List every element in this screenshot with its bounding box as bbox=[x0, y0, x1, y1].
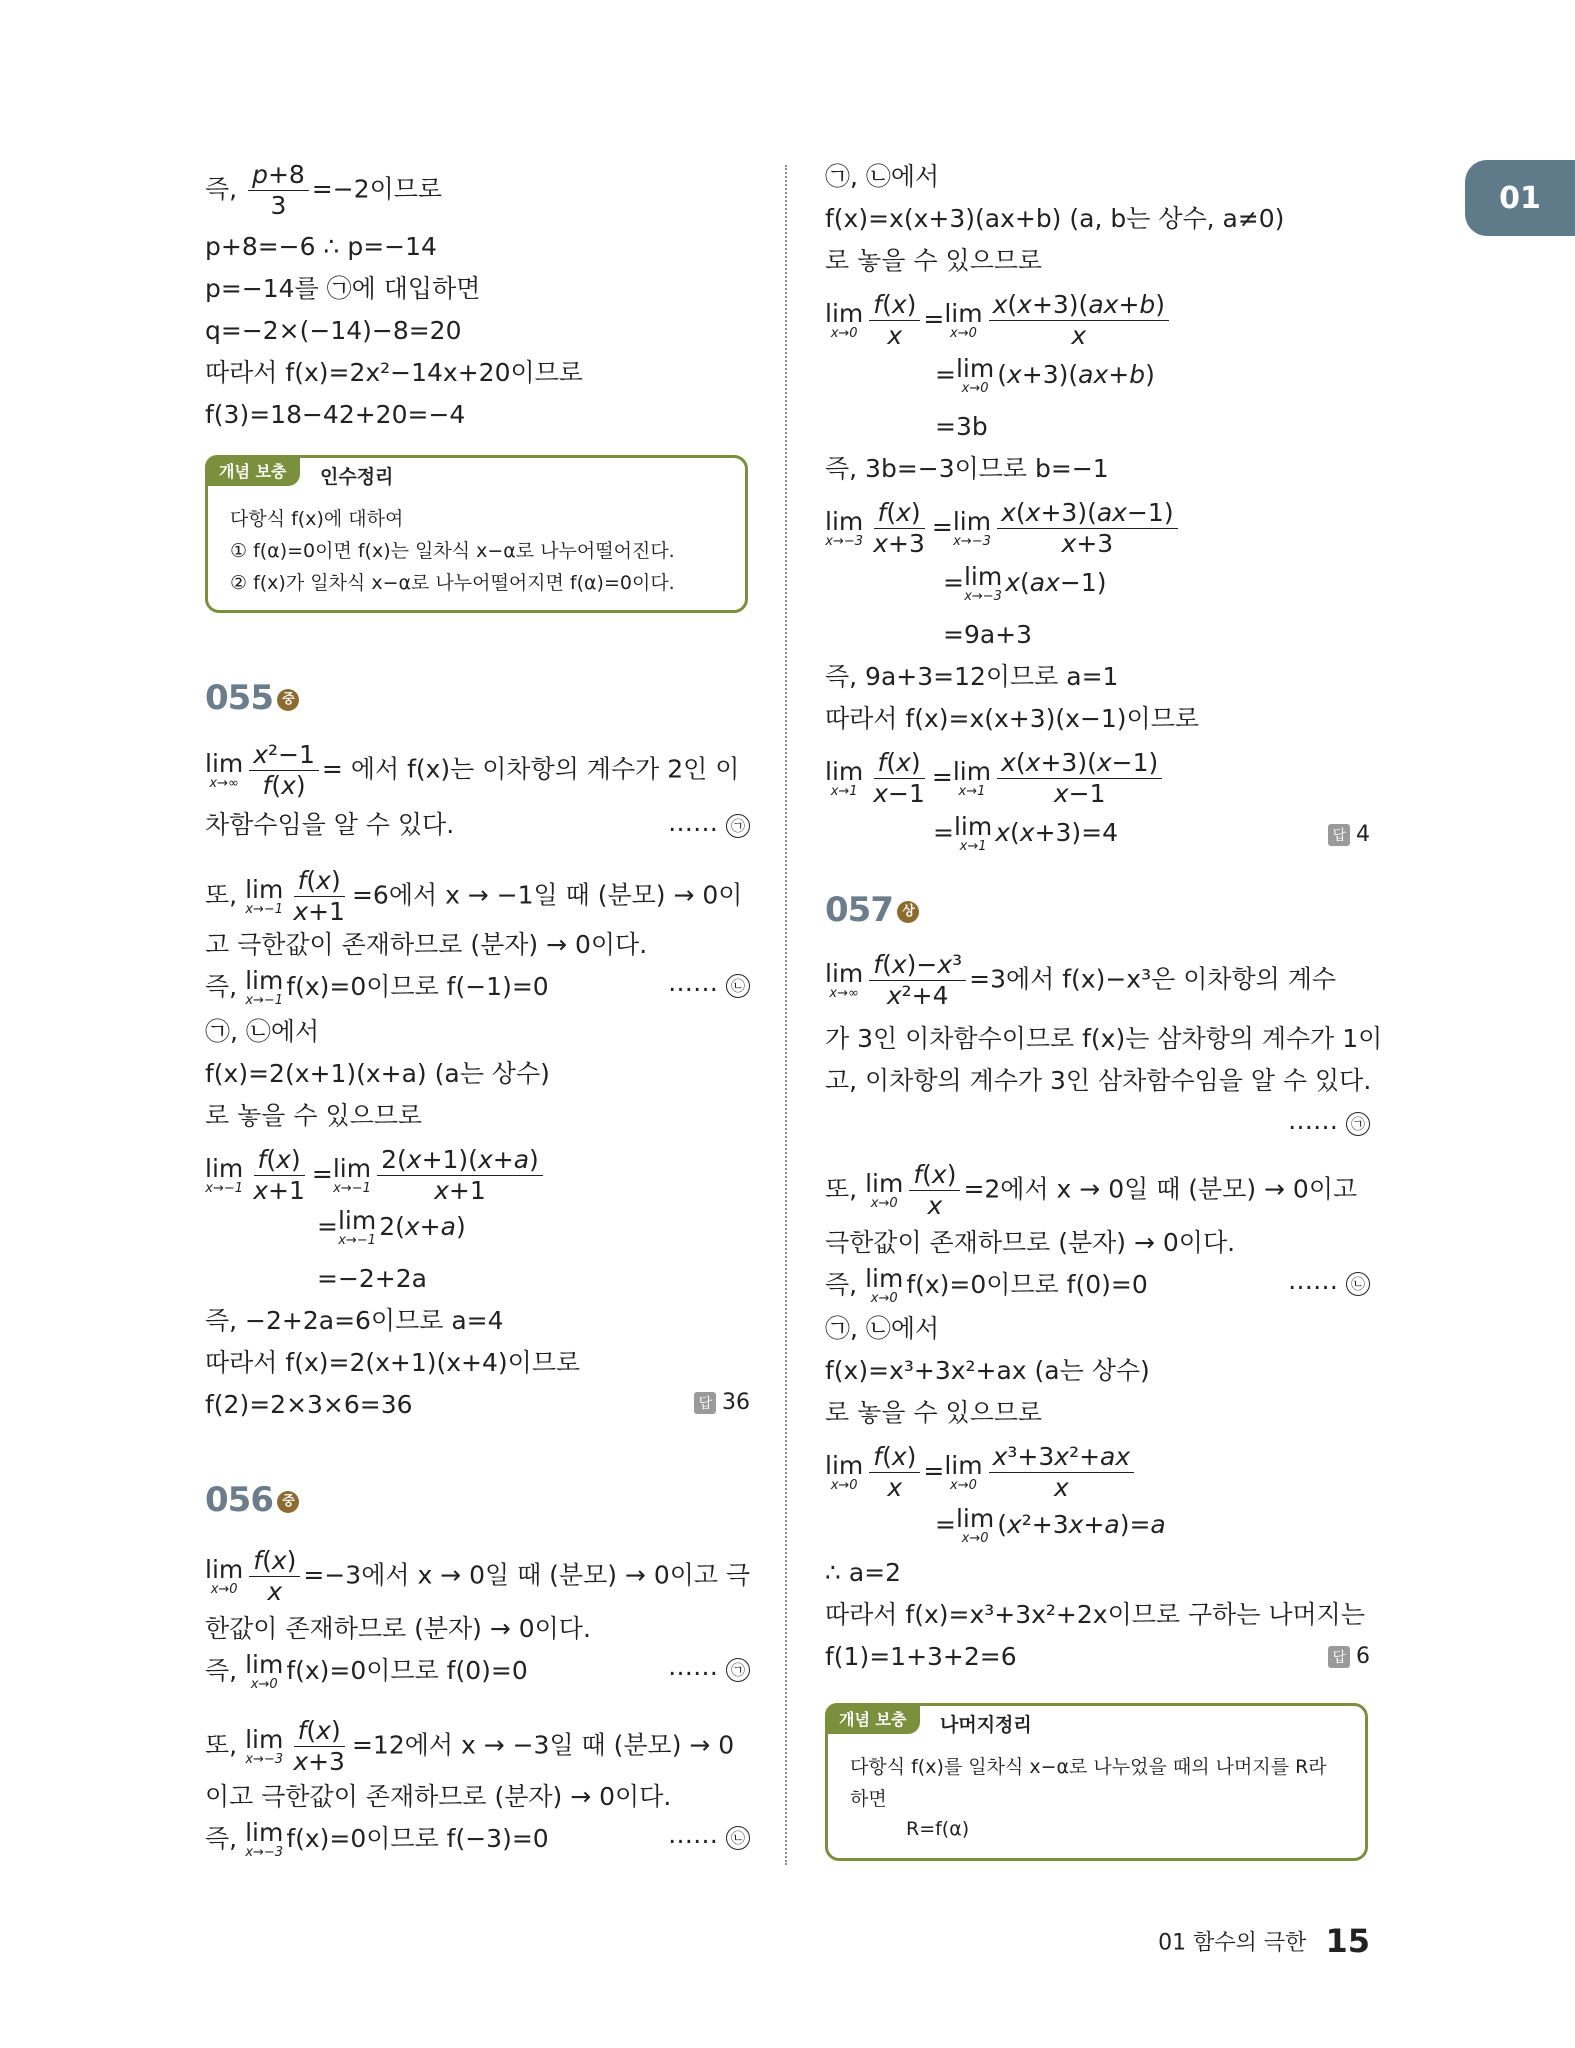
line: ㉠, ㉡에서 bbox=[205, 1017, 320, 1046]
problem-number bbox=[825, 890, 919, 930]
marker bbox=[668, 1820, 750, 1850]
line: 따라서 f(x)=2x²−14x+20이므로 bbox=[205, 358, 583, 387]
concept-line: 다항식 f(x)를 일차식 x−α로 나누었을 때의 나머지를 R라 bbox=[850, 1756, 1327, 1778]
line: = lim x→−3 x(ax−1) bbox=[943, 562, 1107, 604]
answer-value: 6 bbox=[1356, 1644, 1370, 1669]
line: 따라서 f(x)=x³+3x²+2x이므로 구하는 나머지는 bbox=[825, 1600, 1365, 1629]
line bbox=[205, 866, 742, 927]
answer-value: 4 bbox=[1356, 822, 1370, 847]
fraction: $\frac{f(x)}{x}$ bbox=[869, 1442, 920, 1503]
label-sok: 즉, bbox=[205, 972, 238, 1001]
answer bbox=[1328, 1644, 1370, 1669]
line: q=−2×(−14)−8=20 bbox=[205, 316, 462, 345]
line: ㉠, ㉡에서 bbox=[825, 162, 940, 191]
lim: lim x→−3 bbox=[245, 1818, 284, 1860]
lim: lim x→−1 bbox=[205, 1153, 244, 1196]
problem-number-text: 055 bbox=[205, 678, 273, 718]
line: lim x→0 $\frac{f(x)}{x}$ = lim x→0 $\frac{x(x+3)(ax+b)}{x}$ bbox=[825, 290, 1172, 351]
line: f(2)=2×3×6=36 bbox=[205, 1390, 413, 1419]
concept-line: R=f(α) bbox=[906, 1818, 970, 1840]
concept-tag: 개념 보충 bbox=[825, 1703, 920, 1734]
line: = lim x→0 (x+3)(ax+b) bbox=[935, 354, 1155, 396]
fraction: $\frac{f(x)}{x-1}$ bbox=[873, 748, 925, 808]
line bbox=[205, 968, 549, 1008]
line bbox=[205, 740, 739, 801]
fraction: $\frac{2(x+1)(x+a)}{x+1}$ bbox=[377, 1145, 543, 1206]
chapter-title: 01 함수의 극한 bbox=[1158, 1930, 1307, 1956]
lim: lim x→0 bbox=[955, 1504, 995, 1546]
level-badge: 상 bbox=[897, 901, 919, 923]
text: f(x)=0이므로 f(−3)=0 bbox=[286, 1824, 549, 1853]
line: lim x→−1 $\frac{f(x)}{x+1}$ = lim x→−1 $\frac{2(x+1)(x+a)}{x+1}$ bbox=[205, 1145, 546, 1206]
line: 가 3인 이차함수이므로 f(x)는 삼차항의 계수가 1이 bbox=[825, 1024, 1383, 1053]
text: f(x)=0이므로 f(−1)=0 bbox=[286, 972, 549, 1001]
level-badge: 중 bbox=[277, 1491, 299, 1513]
text: =6에서 x → −1일 때 (분모) → 0이 bbox=[351, 880, 743, 910]
lim: lim x→∞ bbox=[825, 958, 864, 1001]
line: 로 놓을 수 있으므로 bbox=[825, 1398, 1043, 1427]
line bbox=[205, 160, 442, 221]
circle-mark: ㉠ bbox=[726, 814, 750, 838]
left-column bbox=[205, 160, 750, 1860]
label-tto: 또, bbox=[825, 1174, 858, 1204]
line: lim x→1 $\frac{f(x)}{x-1}$ = lim x→1 $\frac{x(x+3)(x-1)}{x-1}$ bbox=[825, 748, 1165, 809]
line: lim x→0 $\frac{f(x)}{x}$ = lim x→0 $\frac{\text{x³+3x²+ax}}{x}$ bbox=[825, 1442, 1137, 1503]
text: =12에서 x → −3일 때 (분모) → 0 bbox=[351, 1730, 735, 1760]
dots: …… bbox=[1288, 1266, 1339, 1295]
line: f(x)=x(x+3)(ax+b) (a, b는 상수, a≠0) bbox=[825, 204, 1285, 233]
fraction: $\frac{f(x)}{x}$ bbox=[249, 1546, 300, 1607]
dots: …… bbox=[668, 808, 719, 837]
line: 로 놓을 수 있으므로 bbox=[825, 246, 1043, 275]
lim: lim x→0 bbox=[245, 1650, 284, 1692]
concept-box-factor-theorem bbox=[205, 455, 748, 613]
line: 차함수임을 알 수 있다. bbox=[205, 810, 455, 839]
text: =−3에서 x → 0일 때 (분모) → 0이고 극 bbox=[303, 1560, 751, 1590]
fraction: $\frac{f(x)}{x+3}$ bbox=[873, 498, 925, 558]
line: 따라서 f(x)=2(x+1)(x+4)이므로 bbox=[205, 1348, 581, 1377]
fraction: $\frac{x(x+3)(ax-1)}{x+3}$ bbox=[997, 498, 1177, 559]
line: 고 극한값이 존재하므로 (분자) → 0이다. bbox=[205, 930, 648, 959]
answer-badge: 답 bbox=[1328, 1646, 1350, 1668]
lim: lim x→−1 bbox=[245, 966, 284, 1008]
label-sok: 즉, bbox=[205, 1656, 238, 1685]
line: f(3)=18−42+20=−4 bbox=[205, 400, 466, 429]
line: =−2+2a bbox=[317, 1264, 427, 1293]
problem-number-text: 056 bbox=[205, 1480, 273, 1520]
line: 로 놓을 수 있으므로 bbox=[205, 1101, 423, 1130]
lim: lim x→−1 bbox=[245, 874, 284, 917]
problem-number bbox=[205, 678, 299, 718]
answer bbox=[694, 1390, 750, 1415]
page-number: 15 bbox=[1325, 1922, 1370, 1960]
line: f(x)=x³+3x²+ax (a는 상수) bbox=[825, 1356, 1150, 1385]
line: 한값이 존재하므로 (분자) → 0이다. bbox=[205, 1614, 591, 1643]
line bbox=[205, 1820, 549, 1860]
line: ㉠, ㉡에서 bbox=[825, 1314, 940, 1343]
lim: lim x→0 bbox=[865, 1264, 904, 1306]
dots: …… bbox=[668, 968, 719, 997]
fraction: $\frac{x(x+3)(ax+b)}{x}$ bbox=[989, 290, 1169, 351]
fraction: $\frac{f(x)}{x}$ bbox=[909, 1160, 960, 1221]
fraction: $\frac{f(x)}{x+3}$ bbox=[293, 1716, 345, 1776]
lim: lim x→0 bbox=[825, 298, 864, 341]
lim: lim x→−3 bbox=[963, 562, 1003, 604]
lim: lim x→0 bbox=[825, 1450, 864, 1493]
line: 즉, −2+2a=6이므로 a=4 bbox=[205, 1306, 504, 1335]
line bbox=[205, 1716, 734, 1777]
line bbox=[825, 950, 1336, 1011]
circle-mark: ㉡ bbox=[726, 1826, 750, 1850]
line: p+8=−6 ∴ p=−14 bbox=[205, 232, 437, 261]
answer-badge: 답 bbox=[694, 1392, 716, 1414]
lim: lim x→∞ bbox=[205, 748, 244, 791]
line: ∴ a=2 bbox=[825, 1558, 902, 1587]
answer-badge: 답 bbox=[1328, 824, 1350, 846]
concept-line: ② f(x)가 일차식 x−α로 나누어떨어지면 f(α)=0이다. bbox=[230, 572, 675, 594]
line: lim x→−3 $\frac{f(x)}{x+3}$ = lim x→−3 $\frac{x(x+3)(ax-1)}{x+3}$ bbox=[825, 498, 1181, 559]
level-badge: 중 bbox=[277, 689, 299, 711]
marker bbox=[668, 808, 750, 838]
lim: lim x→1 bbox=[953, 812, 993, 854]
page-footer bbox=[1158, 1922, 1370, 1960]
line: f(1)=1+3+2=6 bbox=[825, 1642, 1017, 1671]
circle-mark: ㉡ bbox=[1346, 1272, 1370, 1296]
marker bbox=[668, 968, 750, 998]
lim: lim x→−1 bbox=[337, 1206, 377, 1248]
concept-title: 인수정리 bbox=[320, 466, 394, 488]
lim: lim x→0 bbox=[944, 1450, 983, 1493]
line bbox=[205, 1652, 528, 1692]
line: f(x)=2(x+1)(x+a) (a는 상수) bbox=[205, 1059, 550, 1088]
circle-mark: ㉡ bbox=[726, 974, 750, 998]
fraction: $\frac{f(x)}{x}$ bbox=[869, 290, 920, 351]
line: =9a+3 bbox=[943, 620, 1033, 649]
concept-line: 다항식 f(x)에 대하여 bbox=[230, 508, 404, 530]
dots: …… bbox=[668, 1652, 719, 1681]
fraction: $\frac{\text{x²−1}}{f(x)}$ bbox=[249, 740, 319, 801]
lim: lim x→0 bbox=[865, 1168, 904, 1211]
concept-line: ① f(α)=0이면 f(x)는 일차식 x−α로 나누어떨어진다. bbox=[230, 540, 675, 562]
label-sok: 즉, bbox=[205, 1824, 238, 1853]
answer-value: 36 bbox=[722, 1390, 750, 1415]
answer bbox=[1328, 822, 1370, 847]
text: =2에서 x → 0일 때 (분모) → 0이고 bbox=[963, 1174, 1358, 1204]
text: =3에서 f(x)−x³은 이차항의 계수 bbox=[969, 964, 1337, 994]
label-sok: 즉, bbox=[205, 174, 238, 204]
problem-number-text: 057 bbox=[825, 890, 893, 930]
line: 즉, 9a+3=12이므로 a=1 bbox=[825, 662, 1119, 691]
lim: lim x→0 bbox=[205, 1554, 244, 1597]
concept-line: 하면 bbox=[850, 1788, 887, 1810]
circle-mark: ㉠ bbox=[726, 1658, 750, 1682]
line: p=−14를 ㉠에 대입하면 bbox=[205, 274, 481, 303]
column-divider bbox=[785, 165, 787, 1865]
marker bbox=[1288, 1106, 1370, 1136]
circle-mark: ㉠ bbox=[1346, 1112, 1370, 1136]
marker bbox=[668, 1652, 750, 1682]
fraction: $\frac{f(x)}{x+1}$ bbox=[253, 1145, 305, 1205]
text: f(x)=0이므로 f(0)=0 bbox=[906, 1270, 1148, 1299]
concept-tag: 개념 보충 bbox=[205, 455, 300, 486]
text: = 에서 f(x)는 이차항의 계수가 2인 이 bbox=[321, 754, 740, 784]
line: =3b bbox=[935, 412, 988, 441]
lim: lim x→0 bbox=[955, 354, 995, 396]
label-sok: 즉, bbox=[825, 1270, 858, 1299]
concept-box-remainder-theorem bbox=[825, 1703, 1368, 1861]
fraction: $\frac{\text{f(x)−x³}}{\text{x²+4}}$ bbox=[869, 950, 966, 1011]
line: 극한값이 존재하므로 (분자) → 0이다. bbox=[825, 1228, 1236, 1257]
fraction: $\frac{x(x+3)(x-1)}{x-1}$ bbox=[997, 748, 1162, 809]
fraction: $\frac{p+8}{3}$ bbox=[248, 160, 309, 221]
lim: lim x→1 bbox=[952, 756, 992, 799]
dots: …… bbox=[1288, 1106, 1339, 1135]
label-tto: 또, bbox=[205, 1730, 238, 1760]
lim: lim x→1 bbox=[825, 756, 864, 799]
line: 따라서 f(x)=x(x+3)(x−1)이므로 bbox=[825, 704, 1200, 733]
fraction: $\frac{\text{x³+3x²+ax}}{x}$ bbox=[989, 1442, 1135, 1503]
text: =−2이므로 bbox=[311, 174, 443, 204]
line: 즉, 3b=−3이므로 b=−1 bbox=[825, 454, 1109, 483]
line bbox=[825, 1266, 1148, 1306]
right-column bbox=[825, 160, 1383, 1860]
lim: lim x→0 bbox=[944, 298, 983, 341]
text: f(x)=0이므로 f(0)=0 bbox=[286, 1656, 528, 1685]
lim: lim x→−3 bbox=[825, 506, 864, 549]
lim: lim x→−1 bbox=[332, 1153, 372, 1196]
dots: …… bbox=[668, 1820, 719, 1849]
label-tto: 또, bbox=[205, 880, 238, 910]
line: = lim x→0 (x²+3x+a)=a bbox=[935, 1504, 1166, 1546]
lim: lim x→−3 bbox=[952, 506, 992, 549]
line: 고, 이차항의 계수가 3인 삼차함수임을 알 수 있다. bbox=[825, 1066, 1372, 1095]
line bbox=[825, 1160, 1357, 1221]
line bbox=[205, 1546, 750, 1607]
problem-number bbox=[205, 1480, 299, 1520]
concept-title: 나머지정리 bbox=[940, 1714, 1032, 1736]
line: = lim x→1 x(x+3)=4 bbox=[933, 812, 1119, 854]
line: = lim x→−1 2(x+a) bbox=[317, 1206, 466, 1248]
fraction: $\frac{f(x)}{x+1}$ bbox=[293, 866, 345, 926]
marker bbox=[1288, 1266, 1370, 1296]
lim: lim x→−3 bbox=[245, 1724, 284, 1767]
line: 이고 극한값이 존재하므로 (분자) → 0이다. bbox=[205, 1782, 672, 1811]
chapter-tab: 01 bbox=[1465, 160, 1575, 236]
